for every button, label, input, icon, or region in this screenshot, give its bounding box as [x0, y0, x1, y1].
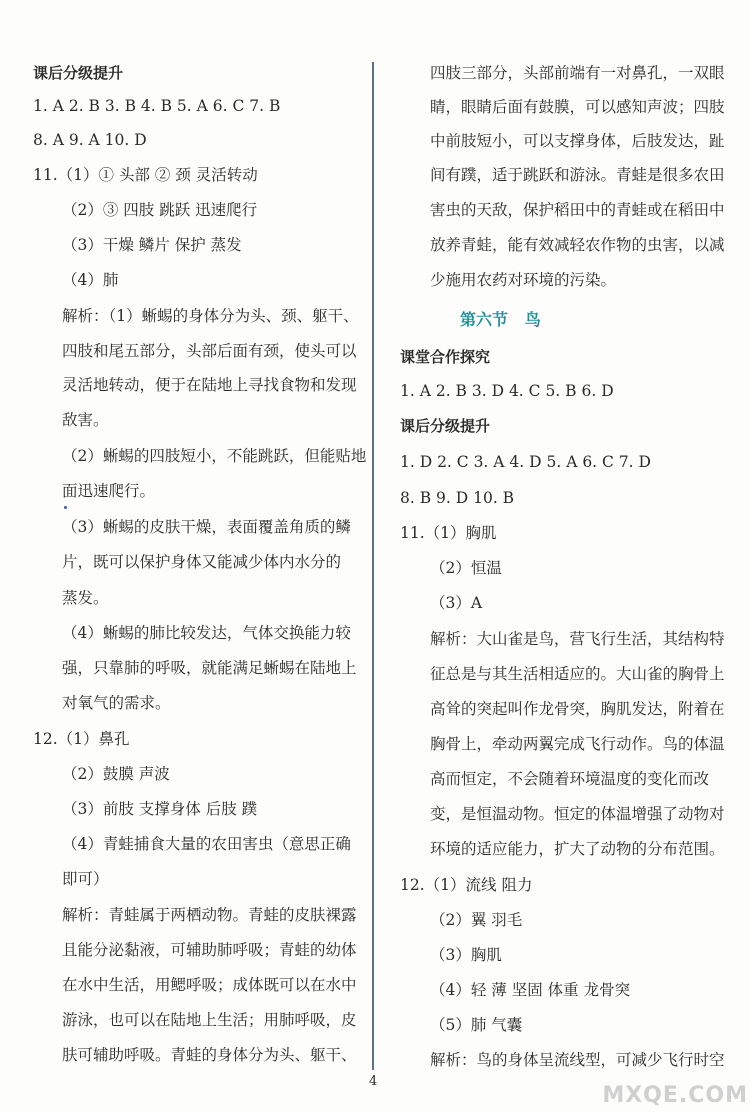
analysis-line: 解析：鸟的身体呈流线型，可减少飞行时空 [430, 1051, 725, 1069]
analysis-line: 片，既可以保护身体又能减少体内水分的 [62, 553, 342, 571]
analysis-line: 中前肢短小，可以支撑身体，后肢发达，趾 [430, 132, 725, 150]
answer-line: （3）A [430, 594, 483, 612]
ink-dot [64, 506, 67, 509]
analysis-line: 征总是与其生活相适应的。大山雀的胸骨上 [430, 665, 725, 683]
column-divider [372, 62, 374, 1070]
analysis-line: 灵活地转动，便于在陆地上寻找食物和发现 [62, 376, 357, 394]
analysis-line: 面迅速爬行。 [62, 482, 156, 500]
analysis-line: 高而恒定，不会随着环境温度的变化而改 [430, 770, 710, 788]
analysis-line: 环境的适应能力，扩大了动物的分布范围。 [430, 840, 725, 858]
answer-line: 8. B 9. D 10. B [400, 489, 515, 507]
analysis-line: 放养青蛙，能有效减轻农作物的虫害，以减 [430, 236, 725, 254]
analysis-line: 敌害。 [62, 411, 109, 429]
section-title: 第六节 鸟 [460, 310, 541, 329]
answer-line: （3）胸肌 [430, 946, 502, 964]
analysis-line: 害虫的天敌，保护稻田中的青蛙或在稻田中 [430, 201, 725, 219]
analysis-line: 变，是恒温动物。恒定的体温增强了动物对 [430, 805, 725, 823]
analysis-line: 在水中生活，用鳃呼吸；成体既可以在水中 [62, 976, 357, 994]
heading-after-class: 课后分级提升 [33, 64, 124, 82]
analysis-line: 解析：（1）蜥蜴的身体分为头、颈、躯干、 [62, 307, 359, 325]
watermark-logo: MXQE.COM [602, 1083, 748, 1108]
answer-line: 12.（1）流线 阻力 [400, 876, 533, 894]
answer-line: （4）肺 [62, 271, 119, 289]
analysis-line: （4）蜥蜴的肺比较发达，气体交换能力较 [62, 624, 351, 642]
analysis-line: （2）蜥蜴的四肢短小，不能跳跃，但能贴地 [62, 447, 367, 465]
heading-after-class: 课后分级提升 [400, 417, 491, 435]
answer-line: （2）鼓膜 声波 [62, 765, 170, 783]
analysis-line: 解析：青蛙属于两栖动物。青蛙的皮肤裸露 [62, 906, 357, 924]
analysis-line: 游泳，也可以在陆地上生活；用肺呼吸，皮 [62, 1011, 357, 1029]
answer-line: （4）轻 薄 坚固 体重 龙骨突 [430, 981, 631, 999]
answer-line: 11.（1）① 头部 ② 颈 灵活转动 [33, 166, 258, 184]
analysis-line: 四肢和尾五部分，头部后面有颈，使头可以 [62, 342, 357, 360]
answer-line: 1. A 2. B 3. D 4. C 5. B 6. D [400, 382, 614, 400]
analysis-line: 胸骨上，牵动两翼完成飞行动作。鸟的体温 [430, 735, 725, 753]
analysis-line: （3）蜥蜴的皮肤干燥，表面覆盖角质的鳞 [62, 518, 351, 536]
answer-line: （3）干燥 鳞片 保护 蒸发 [62, 236, 242, 254]
analysis-line: 且能分泌黏液，可辅助肺呼吸；青蛙的幼体 [62, 941, 357, 959]
heading-in-class: 课堂合作探究 [400, 348, 491, 366]
analysis-line: 高耸的突起叫作龙骨突，胸肌发达，附着在 [430, 700, 725, 718]
answer-line: （2）③ 四肢 跳跃 迅速爬行 [62, 201, 258, 219]
analysis-line: 对氧气的需求。 [62, 694, 171, 712]
analysis-line: 蒸发。 [62, 589, 109, 607]
analysis-line: 睛，眼睛后面有鼓膜，可以感知声波；四肢 [430, 98, 725, 116]
answer-line: （3）前肢 支撑身体 后肢 蹼 [62, 800, 258, 818]
analysis-line: 肤可辅助呼吸。青蛙的身体分为头、躯干、 [62, 1046, 357, 1064]
analysis-line: 间有蹼，适于跳跃和游泳。青蛙是很多农田 [430, 166, 725, 184]
answer-line: 8. A 9. A 10. D [33, 131, 147, 149]
analysis-line: 少施用农药对环境的污染。 [430, 271, 617, 289]
answer-line: 1. D 2. C 3. A 4. D 5. A 6. C 7. D [400, 453, 651, 471]
answer-line: （4）青蛙捕食大量的农田害虫（意思正确 [62, 835, 351, 853]
page-number: 4 [369, 1074, 378, 1089]
answer-line: （2）恒温 [430, 559, 502, 577]
analysis-line: 强，只靠肺的呼吸，就能满足蜥蜴在陆地上 [62, 659, 357, 677]
analysis-line: 四肢三部分，头部前端有一对鼻孔，一双眼 [430, 64, 725, 82]
answer-line: 12.（1）鼻孔 [33, 730, 130, 748]
analysis-line: 解析：大山雀是鸟，营飞行生活，其结构特 [430, 630, 725, 648]
answer-line: 1. A 2. B 3. B 4. B 5. A 6. C 7. B [33, 97, 281, 115]
answer-line: 即可） [62, 870, 109, 888]
answer-line: （2）翼 羽毛 [430, 911, 523, 929]
answer-line: （5）肺 气囊 [430, 1016, 523, 1034]
answer-line: 11.（1）胸肌 [400, 524, 497, 542]
